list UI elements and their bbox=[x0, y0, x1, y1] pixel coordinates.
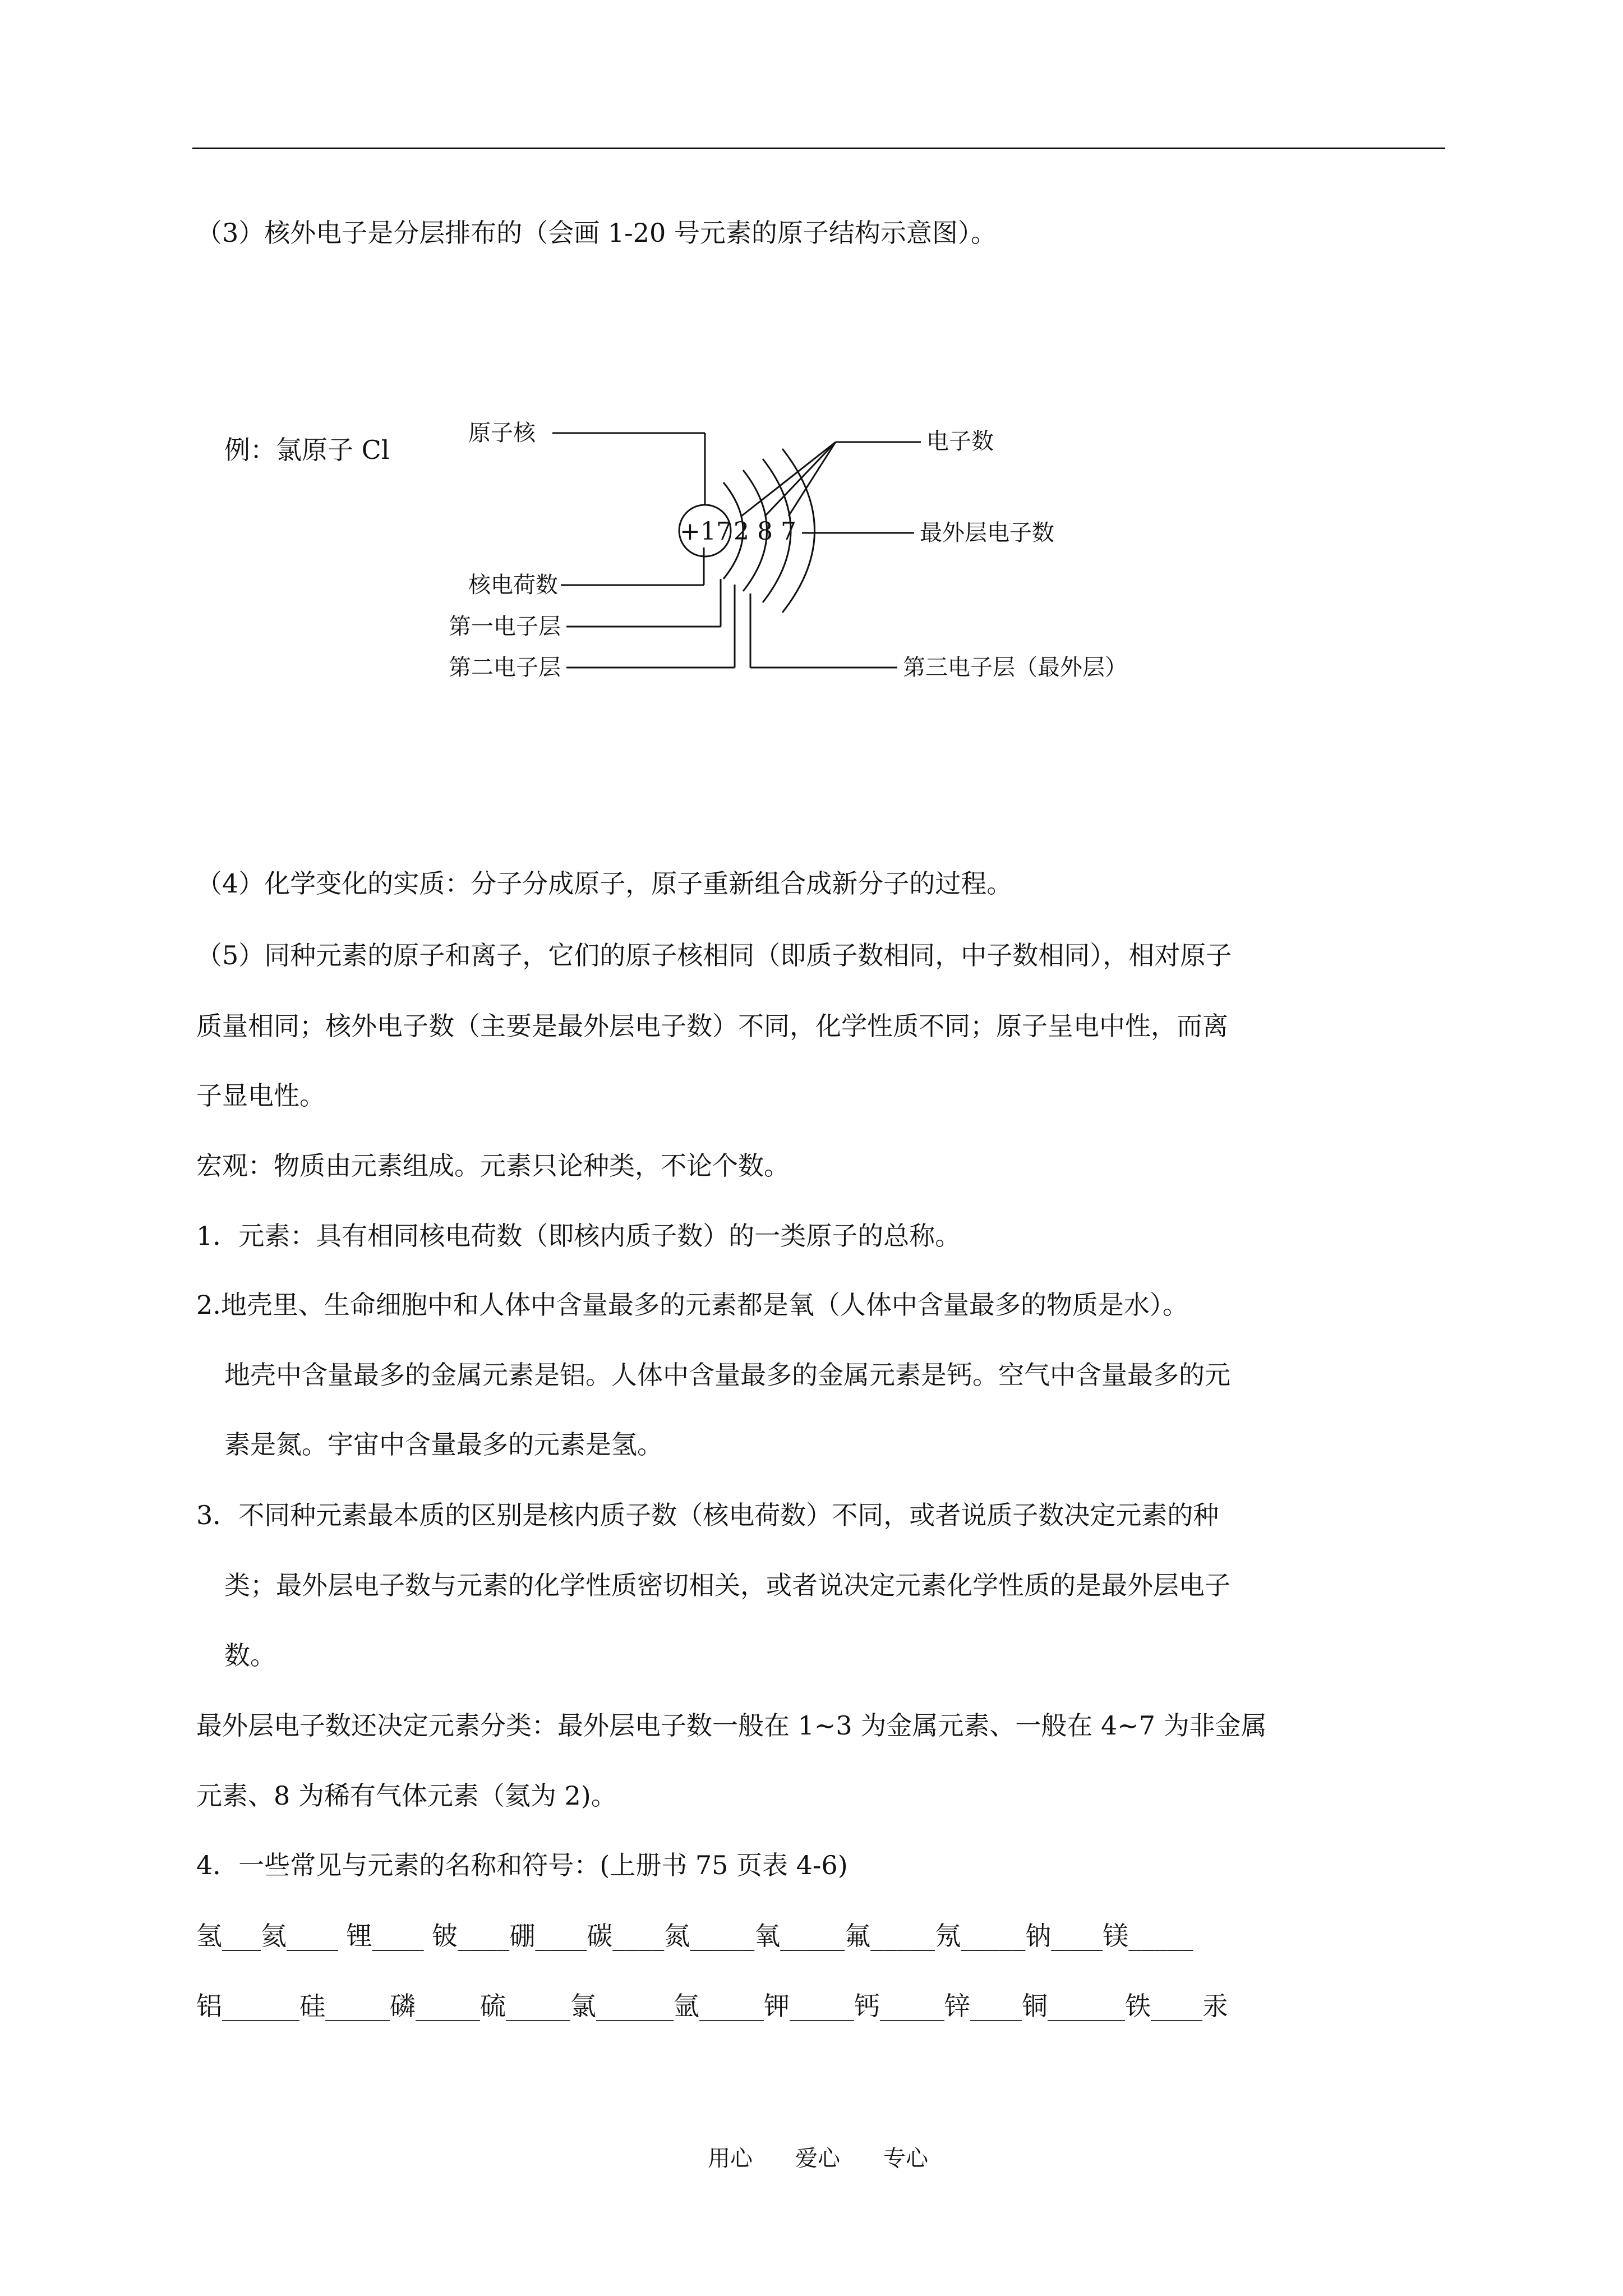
classification-line-1: 最外层电子数还决定元素分类：最外层电子数一般在 1~3 为金属元素、一般在 4~7 为非金属 bbox=[196, 1710, 1267, 1741]
classification-line-2: 元素、8 为稀有气体元素（氦为 2)。 bbox=[196, 1780, 617, 1811]
layer-2-count: 8 bbox=[757, 517, 773, 546]
section-3-heading: （3）核外电子是分层排布的（会画 1-20 号元素的原子结构示意图）。 bbox=[196, 218, 997, 248]
layer-3-count: 7 bbox=[781, 517, 796, 546]
example-label: 例：氯原子 Cl bbox=[224, 435, 390, 465]
label-nucleus: 原子核 bbox=[468, 420, 536, 446]
nucleus-charge: +17 bbox=[680, 517, 732, 546]
element-blanks-row-1: 氢___氦____ 锂____ 铍____硼____碳____氮_____氧_____氟_____氖_____钠____镁_____ bbox=[196, 1921, 1193, 1951]
footer-word-1: 用心 bbox=[708, 2146, 753, 2171]
footer-word-2: 爱心 bbox=[795, 2146, 840, 2171]
item-2-line-2: 地壳中含量最多的金属元素是铝。人体中含量最多的金属元素是钙。空气中含量最多的元 bbox=[224, 1360, 1230, 1390]
label-layer-3: 第三电子层（最外层） bbox=[903, 655, 1127, 680]
item-4: 4．一些常见与元素的名称和符号：(上册书 75 页表 4-6) bbox=[196, 1850, 848, 1880]
chlorine-atom-diagram bbox=[0, 0, 1623, 729]
item-2-line-1: 2.地壳里、生命细胞中和人体中含量最多的元素都是氧（人体中含量最多的物质是水）。 bbox=[196, 1290, 1188, 1320]
label-layer-2: 第二电子层 bbox=[449, 655, 561, 680]
section-4: （4）化学变化的实质：分子分成原子，原子重新组合成新分子的过程。 bbox=[196, 868, 1013, 899]
item-3-line-2: 类；最外层电子数与元素的化学性质密切相关，或者说决定元素化学性质的是最外层电子 bbox=[224, 1570, 1230, 1600]
label-electron-count: 电子数 bbox=[926, 429, 994, 454]
item-2-line-3: 素是氮。宇宙中含量最多的元素是氢。 bbox=[224, 1429, 663, 1460]
item-1: 1．元素：具有相同核电荷数（即核内质子数）的一类原子的总称。 bbox=[196, 1221, 961, 1251]
section-5-line-2: 质量相同；核外电子数（主要是最外层电子数）不同，化学性质不同；原子呈电中性，而离 bbox=[196, 1011, 1228, 1041]
footer-word-3: 专心 bbox=[883, 2146, 928, 2171]
label-outermost-electrons: 最外层电子数 bbox=[920, 520, 1054, 546]
section-5-line-1: （5）同种元素的原子和离子，它们的原子核相同（即质子数相同，中子数相同），相对原子 bbox=[196, 940, 1232, 970]
item-3-line-1: 3．不同种元素最本质的区别是核内质子数（核电荷数）不同，或者说质子数决定元素的种 bbox=[196, 1500, 1219, 1530]
layer-1-count: 2 bbox=[734, 517, 749, 546]
item-3-line-3: 数。 bbox=[224, 1640, 276, 1671]
macro-heading: 宏观：物质由元素组成。元素只论种类，不论个数。 bbox=[196, 1151, 790, 1181]
label-nuclear-charge: 核电荷数 bbox=[468, 572, 558, 598]
section-5-line-3: 子显电性。 bbox=[196, 1080, 325, 1111]
element-blanks-row-2: 铝______硅_____磷_____硫_____氯______氩_____钾_____钙_____锌____铜______铁____汞 bbox=[196, 1991, 1228, 2021]
label-layer-1: 第一电子层 bbox=[449, 614, 561, 639]
